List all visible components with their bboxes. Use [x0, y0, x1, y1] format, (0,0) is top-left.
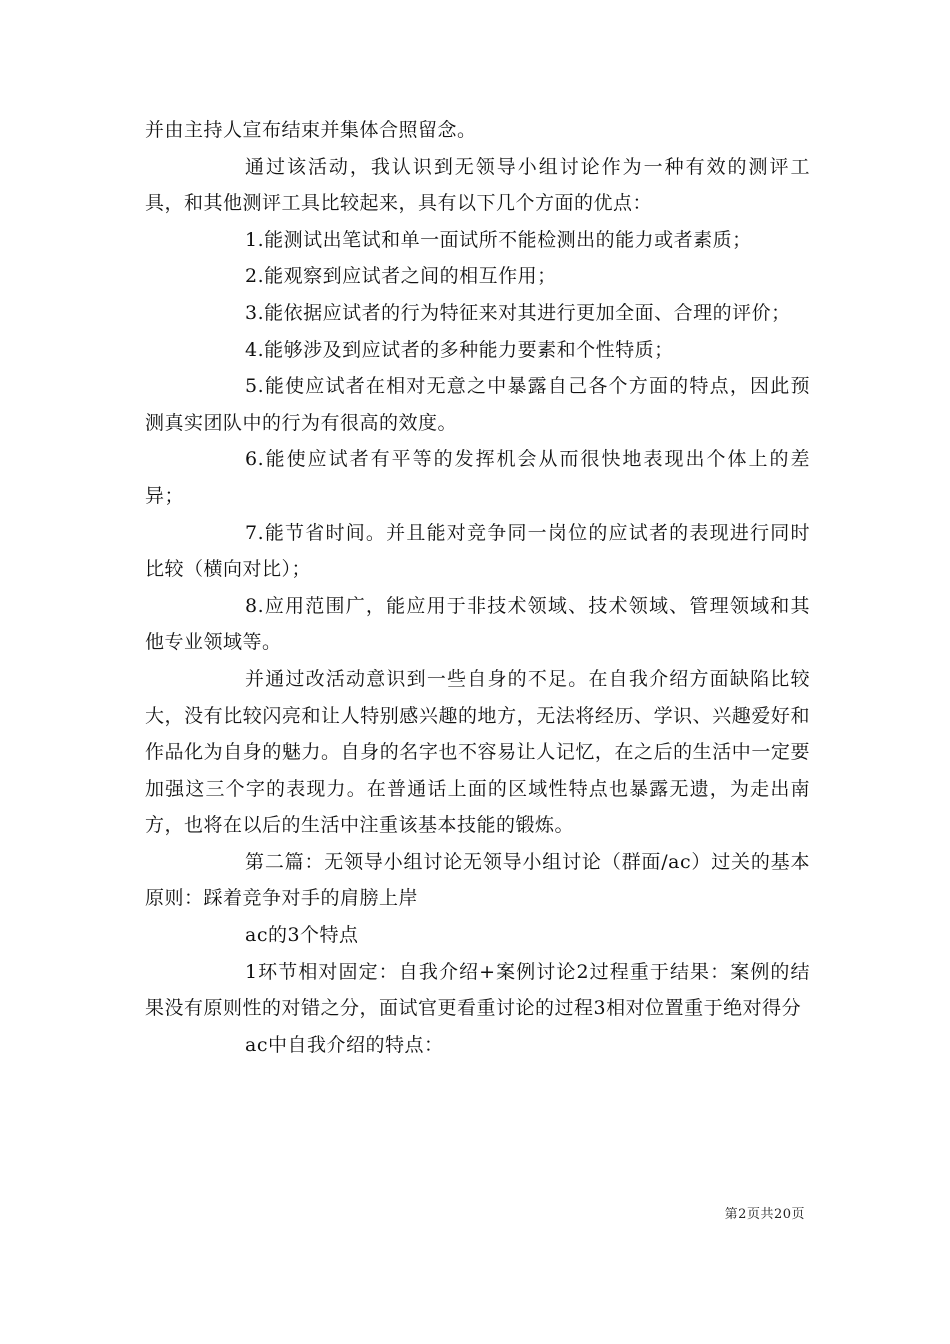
paragraph-5: 3.能依据应试者的行为特征来对其进行更加全面、合理的评价；: [245, 301, 791, 324]
paragraph-8: 6.能使应试者有平等的发挥机会从而很快地表现出个体上的差异；: [145, 448, 810, 507]
paragraph-4: 2.能观察到应试者之间的相互作用；: [245, 265, 557, 288]
paragraph-6: 4.能够涉及到应试者的多种能力要素和个性特质；: [245, 338, 674, 361]
paragraph-12: 第二篇：无领导小组讨论无领导小组讨论（群面/ac）过关的基本原则：踩着竞争对手的肩膀上岸: [145, 850, 810, 910]
document-body: [145, 112, 810, 1063]
paragraph-10: 8.应用范围广，能应用于非技术领域、技术领域、管理领域和其他专业领域等。: [145, 594, 810, 654]
paragraph-7: 5.能使应试者在相对无意之中暴露自己各个方面的特点，因此预测真实团队中的行为有很高的效度。: [145, 375, 810, 434]
paragraph-11: 并通过改活动意识到一些自身的不足。在自我介绍方面缺陷比较大，没有比较闪亮和让人特别感兴趣的地方，无法将经历、学识、兴趣爱好和作品化为自身的魅力。自身的名字也不容易让人记忆，在之后的生活中一定要加强这三个字的表现力。在普通话上面的区域性特点也暴露无遗，为走出南方，也将在以后的生活中注重该基本技能的锻炼。: [145, 667, 810, 837]
paragraph-2: 通过该活动，我认识到无领导小组讨论作为一种有效的测评工具，和其他测评工具比较起来，具有以下几个方面的优点：: [145, 155, 810, 215]
paragraph-9: 7.能节省时间。并且能对竞争同一岗位的应试者的表现进行同时比较（横向对比）；: [145, 521, 810, 581]
paragraph-3: 1.能测试出笔试和单一面试所不能检测出的能力或者素质；: [245, 228, 752, 251]
paragraph-1: 并由主持人宣布结束并集体合照留念。: [145, 119, 477, 141]
paragraph-13: ac的3个特点: [245, 924, 359, 947]
paragraph-14: 1环节相对固定：自我介绍+案例讨论2过程重于结果：案例的结果没有原则性的对错之分，面试官更看重讨论的过程3相对位置重于绝对得分: [145, 960, 810, 1020]
paragraph-15: ac中自我介绍的特点：: [245, 1033, 444, 1056]
page-number-footer: 第2页共20页: [724, 1207, 805, 1222]
